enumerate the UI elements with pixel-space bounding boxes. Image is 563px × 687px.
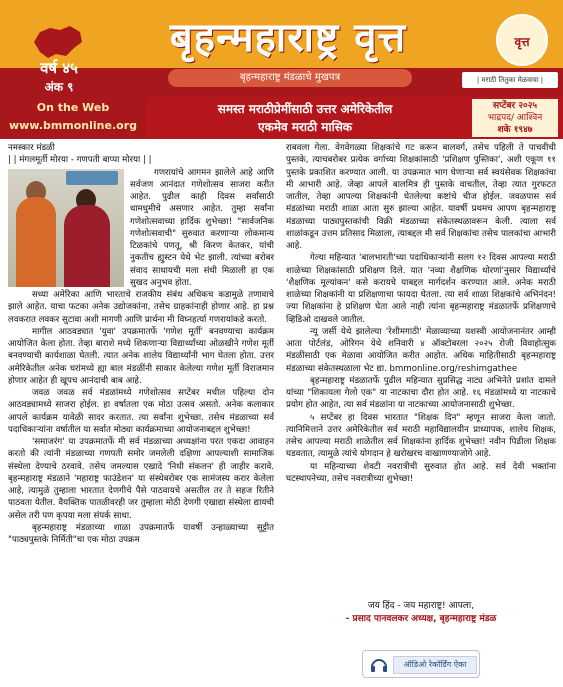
newsletter-subtitle bbox=[160, 100, 450, 136]
vrutta-logo bbox=[496, 14, 548, 66]
photo-person-2 bbox=[64, 205, 110, 287]
subtitle-line-2: एकमेव मराठी मासिक bbox=[257, 120, 353, 134]
website-link[interactable]: www.bmmonline.org bbox=[8, 119, 137, 132]
president-photo bbox=[8, 169, 124, 287]
article-paragraph: या महिन्याच्या शेवटी नवरात्रीची सुरुवात होत आहे. सर्व देवी भक्तांना घटस्थापनेच्या, तसेच नवरात्रीच्या शुभेच्छा! bbox=[286, 461, 556, 484]
signature-greeting: जय हिंद - जय महाराष्ट्र! आपला, bbox=[367, 601, 475, 611]
issue-month: सप्टेंबर २०२५ bbox=[492, 101, 538, 111]
issue-shake-year: शके १९४७ bbox=[497, 125, 533, 135]
issue-marathi-month: भाद्रपद/ आश्विन bbox=[487, 113, 543, 123]
article-paragraph: ५ सप्टेंबर हा दिवस भारतात "शिक्षक दिन" म्हणून साजरा केला जातो. त्यानिमित्ताने उत्तर अमेरिकेतील सर्व मराठी महाविद्यालयीन प्राध्यापक, शालेय शिक्षक, तसेच आपल्या मराठी शाळेतील सर्व शिक्षकांना हार्दिक शुभेच्छा! नवीन पिढीला शिक्षक घडवतात, त्यामुळे त्यांचे योगदान हे खरोखरच वाखाणण्याजोगे आहे. bbox=[286, 412, 556, 460]
article-paragraph: गणरायांचे आगमन झालेले आहे आणि सर्वजण आनंदात गणेशोत्सव साजरा करीत आहेत. पुढील काही दिवस सर्वांसाठी धामधुमीचे असणार आहेत. तुम्हा सर्वांना गणेशोत्सवाच्या हार्दिक शुभेच्छा! "सार्वजनिक गणेशोत्सवाची" सुरुवात करणाऱ्या लोकमान्य टिळकांचे पणतू, श्री किरण केतकर, यांची नुकतीच ह्युस्टन येथे भेट झाली. त्यांच्या बरोबर संवाद साधायची मला संधी मिळाली हा एक सुखद अनुभव होता. bbox=[130, 167, 274, 288]
issue-year: वर्ष ४५ bbox=[40, 59, 78, 77]
issue-number: अंक ९ bbox=[44, 80, 74, 94]
audio-recording-button[interactable] bbox=[362, 650, 480, 678]
signature-block bbox=[286, 600, 556, 626]
subtitle-line-1: समस्त मराठीप्रेमींसाठी उत्तर अमेरिकेतील bbox=[217, 102, 393, 116]
article-paragraph: 'समाजरंग' या उपक्रमातर्फे मी सर्व मंडळाच्या अध्यक्षांना परत एकदा आवाहन करतो की त्यांनी मंडळाच्या गणपती समोर जमलेली दक्षिणा आपल्याशी सामाजिक संस्थेला देण्याचे ठरवावे. तसेच जमल्यास एखादे 'निधी संकलन' ही जाहीर करावे. बृहन्महाराष्ट्र मंडळाने 'महाराष्ट्र फाउंडेशन' या संस्थेबरोबर एक सामंजस्य करार केलेला आहे, त्यामुळे तुम्हाला भारतात देणगीचे पैसे पाठवायचे असतील तर ते सहज रितीने पाठवता येतील. वैयक्तिक पातळीवरही जर तुम्हाला मोठी देणगी एखाद्या संस्थेला द्यायची असेल तरी पण कृपया मला संपर्क साधा. bbox=[8, 437, 274, 521]
article-right-column bbox=[286, 142, 556, 485]
web-label: On the Web bbox=[36, 101, 110, 114]
web-block bbox=[0, 97, 146, 139]
invocation: | | मंगलमूर्ती मोरया - गणपती बाप्पा मोरया | | bbox=[8, 155, 152, 166]
logo-caption: | मराठी तितुका मेळवावा | bbox=[462, 72, 558, 88]
logo-text: वृत्त bbox=[514, 35, 530, 49]
article-paragraph: गेल्या महिन्यात 'बालभारती'च्या पदाधिकाऱ्यांनी सलग १२ दिवस आपल्या मराठी शाळेच्या शिक्षकांसाठी प्रशिक्षण दिले. यात 'नव्या शैक्षणिक धोरणां'नुसार विद्यार्थ्यांचे 'शैक्षणिक मूल्यांकन' कसे करायचे याबद्दल मार्गदर्शन करण्यात आले. अनेक मराठी शाळेच्या शिक्षकांनी या प्रशिक्षणाचा फायदा घेतला. त्या सर्व शाळा शिक्षकांचे अभिनंदन! ज्या शिक्षकांना हे प्रशिक्षण घेता आले नाही त्यांना बृहन्महाराष्ट्र मंडळातर्फे प्रशिक्षणाचे व्हिडिओ दाखवले जातील. bbox=[286, 253, 556, 325]
salutation: नमस्कार मंडळी bbox=[8, 143, 55, 153]
issue-date-box bbox=[472, 99, 558, 137]
newsletter-tagline: बृहन्महाराष्ट्र मंडळाचे मुखपत्र bbox=[168, 69, 412, 87]
article-paragraph: राबवला गेला. वेगवेगळ्या शिक्षकांचे गट करून बालवर्ग, तसेच पहिली ते पाचवीची पुस्तके, त्याचबरोबर प्रत्येक वर्गाच्या शिक्षकांसाठी 'प्रशिक्षण पुस्तिका', अशी एकूण ११ पुस्तके प्रकाशित करण्यात आली. या उपक्रमात भाग घेणाऱ्या सर्व स्वयंसेवक शिक्षकांचा मी आभारी आहे. जेव्हा आपले बालमित्र ही पुस्तके वाचतील, तेव्हा त्यात गुरफटत जातील, तेव्हा आपल्या शिक्षकांनी घेतलेल्या कष्टांचे चीज होईल. जवळपास सर्व मंडळांच्या मराठी शाळा आता सुरु झाल्या आहेत. यावर्षी प्रथमच आपण बृहन्महाराष्ट्र मंडळाच्या पाठ्यपुस्तकांची विक्री मंडळाच्या संकेतस्थळावरून केली. त्याला सर्व शाळांकडून उत्तम प्रतिसाद मिळाला, त्याबद्दल मी सर्व शिक्षकांचा तसेच पालकांचा आभारी आहे. bbox=[286, 143, 556, 251]
article-paragraph: सध्या अमेरिका आणि भारताचे राजकीय संबंध अधिकच कडामुळे तणावाचे झाले आहेत. याचा फटका अनेक उद्योजकांना, तसेच ग्राहकांनाही होणार आहे. हा प्रश्न लवकरात लवकर सुटावा अशी मागणी आणि प्रार्थना मी विघ्नहर्त्या गणरायांकडे करतो. bbox=[8, 290, 274, 325]
article-paragraph: न्यू जर्सी येथे झालेल्या 'रेशीमगाठी' मेळाव्याच्या यशस्वी आयोजनानंतर आम्ही आता पोर्टलंड, ओरिगन येथे शनिवारी ४ ऑक्टोबरला २०२५ रोजी विवाहोत्सुक मंडळींसाठी एक मेळावा आयोजित करीत आहोत. अधिक माहितीसाठी बृहन्महाराष्ट्र मंडळाच्या संकेतस्थळाला भेट द्या. bmmonline.org/reshimgathee bbox=[286, 326, 556, 374]
article-paragraph: बृहन्महाराष्ट्र मंडळाच्या शाळा उपक्रमातर्फे यावर्षी उन्हाळ्याच्या सुट्टीत "पाठ्यपुस्तके निर्मिती"चा एक मोठा उपक्रम bbox=[8, 522, 274, 545]
article-paragraph: जवळ जवळ सर्व मंडळांमध्ये गणेशोत्सव सप्टेंबर मधील पहिल्या दोन आठवड्यामध्ये साजरा होईल. हा वर्षातला एक मोठा उत्सव असतो. अनेक कलाकार आपले कार्यक्रम यावेळी सादर करतात. त्या सर्वांना शुभेच्छा. तसेच मंडळाच्या सर्व पदाधिकाऱ्यांना वर्षातील या सर्वात मोठ्या कार्यक्रमाच्या आयोजनाबद्दल शुभेच्छा! bbox=[8, 388, 274, 435]
article-paragraph: मागील आठवड्यात 'युवा' उपक्रमातर्फे 'गणेश मूर्ती' बनवण्याचा कार्यक्रम आयोजित केला होता. तेव्हा बाराशे मध्ये शिकणाऱ्या विद्यार्थ्यांच्या ओळखीने गणेश मूर्ती बनवण्याची कार्यशाळा घेतली. त्यात अनेक शालेय विद्यार्थ्यांनी भाग घेतला होता. उत्तर अमेरिकेतील अनेक घरांमध्ये ह्या बाल मंडळींनी साकार केलेल्या गणेश मूर्ती विराजमान होणार आहेत ही खूपच आनंदाची बाब आहे. bbox=[8, 326, 274, 386]
newsletter-title: बृहन्महाराष्ट्र वृत्त bbox=[169, 14, 407, 61]
photo-sign bbox=[66, 171, 118, 185]
audio-recording-label: ऑडिओ रेकॉर्डिंग ऐका bbox=[393, 656, 477, 674]
issue-box bbox=[14, 18, 104, 94]
article-paragraph: बृहन्महाराष्ट्र मंडळातर्फे पुढील महिन्यात सुप्रसिद्ध नाट्य अभिनेते प्रशांत दामले यांच्या "शिकायला गेलो एक" या नाटकाचा दौरा होत आहे. १६ मंडळांमध्ये या नाटकाचे प्रयोग होत आहेत, त्या सर्व मंडळांना या नाटकाच्या आयोजनासाठी शुभेच्छा. bbox=[286, 375, 556, 411]
article-left-column bbox=[8, 142, 274, 546]
headphones-icon bbox=[369, 655, 389, 675]
signature-name: - प्रसाद पानवलकर अध्यक्ष, बृहन्महाराष्ट्र मंडळ bbox=[345, 614, 497, 624]
maharashtra-map-icon bbox=[30, 22, 86, 60]
photo-person-1 bbox=[16, 197, 56, 287]
